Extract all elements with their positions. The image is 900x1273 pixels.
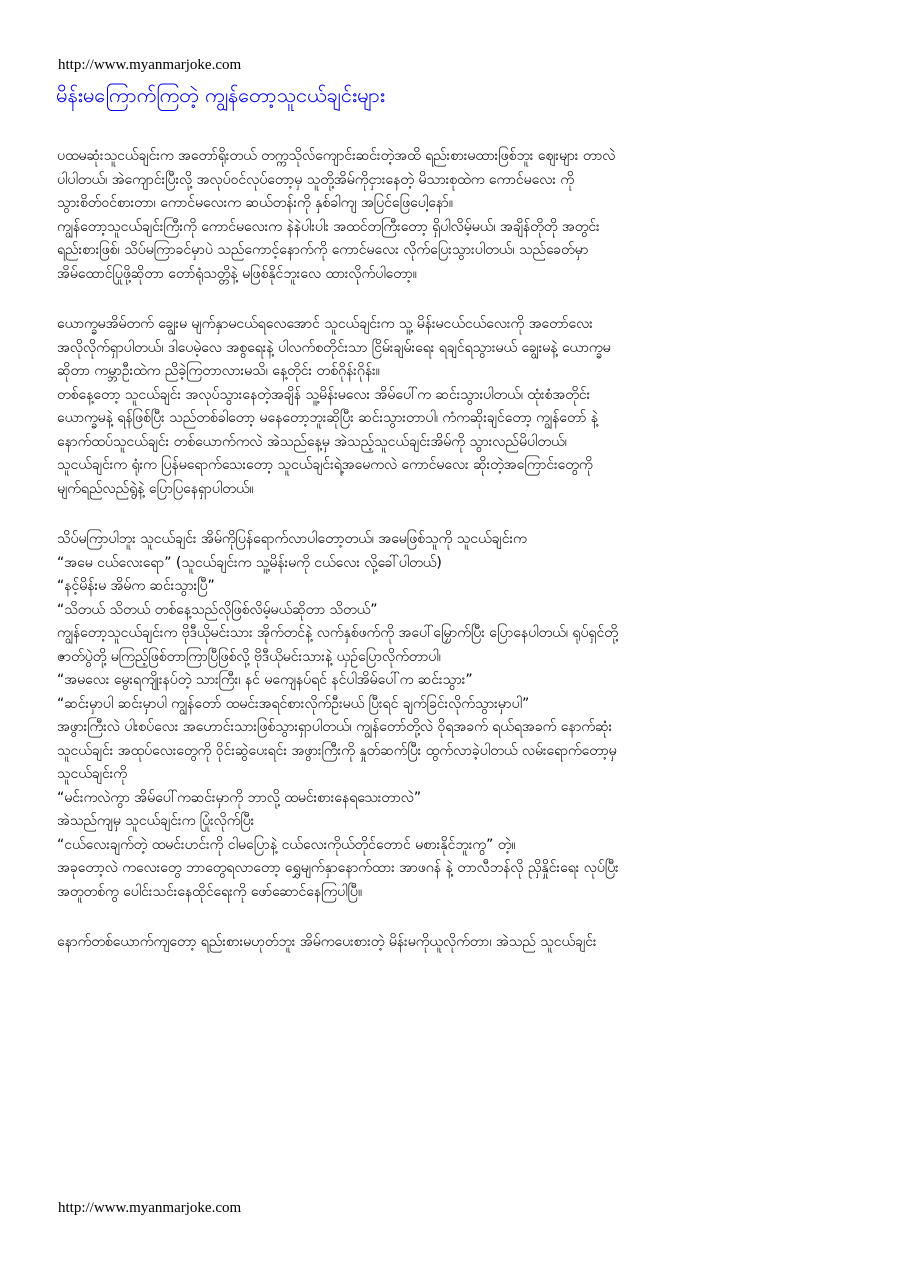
- text-line: “မင်းကလဲကွာ အိမ်ပေါ်ကဆင်းမှာကို ဘာလို့ ထမင်းစားနေရသေးတာလဲ”: [57, 789, 422, 806]
- page-title: မိန်းမကြောက်ကြတဲ့ ကျွန်တော့သူငယ်ချင်းများ: [56, 83, 385, 107]
- text-line: ယောက္ခမအိမ်တက် ချွေးမ မျက်နှာမငယ်ရလေအောင် သူငယ်ချင်းက သူ့ မိန်းမငယ်ငယ်လေးကို အတော်လေး: [57, 316, 593, 332]
- text-line: ယောက္ခမနဲ့ ရန်ဖြစ်ပြီး သည်တစ်ခါတော့ မနေတော့ဘူးဆိုပြီး ဆင်းသွားတာပါ၊ ကံကဆိုးချင်တော့ ကျွန်တော် နဲ့: [57, 410, 599, 426]
- paragraph: [57, 931, 857, 955]
- text-line: သူငယ်ချင်းက ရုံးက ပြန်မရောက်သေးတော့ သူငယ်ချင်းရဲ့အမေကလဲ ကောင်မလေး ဆိုးတဲ့အကြောင်းတွေကို: [57, 457, 593, 473]
- text-line: “ငယ်လေးချက်တဲ့ ထမင်းဟင်းကို ငါမပြောနဲ့ ငယ်လေးကိုယ်တိုင်တောင် မစားနိုင်ဘူးကွ” တဲ့။: [57, 836, 516, 853]
- text-line: အခုတော့လဲ ကလေးတွေ ဘာတွေရလာတော့ ရွှေမျက်နှာနောက်ထား အာဖဂန် နဲ့ တာလီဘန်လို ညှိနှိုင်းရေး လုပ်ပြီး: [57, 860, 619, 876]
- text-line: အိမ်ထောင်ပြုဖို့ဆိုတာ တော်ရုံသတ္တိနဲ့ မဖြစ်နိုင်ဘူးလေ ထားလိုက်ပါတော့။: [57, 265, 417, 282]
- text-line: သွားစိတ်ဝင်စားတာ၊ ကောင်မလေးက ဆယ်တန်းကို နှစ်ခါကျ အပြင်ဖြေပေါ့နော်။: [57, 195, 453, 211]
- text-line: “ဆင်းမှာပါ ဆင်းမှာပါ ကျွန်တော် ထမင်းအရင်စားလိုက်ဦးမယ် ပြီးရင် ချက်ခြင်းလိုက်သွားမှာပါ”: [57, 695, 530, 712]
- article-body: [57, 145, 857, 982]
- text-line: “အမေ ငယ်လေးရော” (သူငယ်ချင်းက သူ့မိန်းမကို ငယ်လေး လို့ခေါ်ပါတယ်): [57, 554, 442, 571]
- text-line: သူငယ်ချင်းကို: [57, 766, 127, 782]
- text-line: ကျွန်တော့သူငယ်ချင်းက ဗိုဒီယိုမင်းသား အိုက်တင်နဲ့ လက်နှစ်ဖက်ကို အပေါ်မြှောက်ပြီး ပြောနေပါတယ်၊ ရုပ်ရှင်တို့: [57, 625, 618, 641]
- text-line: ပထမဆုံးသူငယ်ချင်းက အတော်ရိုးတယ် တက္ကသိုလ်ကျောင်းဆင်းတဲ့အထိ ရည်းစားမထားဖြစ်ဘူး ဈေးများ တာလဲ: [57, 148, 616, 164]
- text-line: ဆိုတာ ကမ္ဘာဦးထဲက ညိခဲ့ကြတာလားမသိ၊ နေ့တိုင်း တစ်ဂိုန်းဂိုန်း။: [57, 363, 380, 379]
- text-line: အလိုလိုက်ရှာပါတယ်၊ ဒါပေမဲ့လေ အစွရေးနဲ့ ပါလက်စတိုင်းသာ ငြိမ်းချမ်းရေး ရချင်ရသွားမယ် ချွေးမနဲ့ ယောက္ခမ: [57, 339, 611, 356]
- text-line: သူငယ်ချင်း အထုပ်လေးတွေကို ဝိုင်းဆွဲပေးရင်း အဖွားကြီးကို နှုတ်ဆက်ပြီး ထွက်လာခဲ့ပါတယ် လမ်းရောက်တော့မှ: [57, 742, 617, 759]
- text-line: တစ်နေ့တော့ သူငယ်ချင်း အလုပ်သွားနေတဲ့အချိန် သူ့မိန်းမလေး အိမ်ပေါ်က ဆင်းသွားပါတယ်၊ ထုံးစံအတိုင်း: [57, 386, 591, 403]
- paragraph: [57, 313, 857, 501]
- text-line: နောက်တစ်ယောက်ကျတော့ ရည်းစားမဟုတ်ဘူး အိမ်ကပေးစားတဲ့ မိန်းမကိုယူလိုက်တာ၊ အဲသည် သူငယ်ချင်း: [57, 934, 597, 950]
- text-line: ဇာတ်ပွဲတို့ မကြည့်ဖြစ်တာကြာပြီဖြစ်လို့ ဗိုဒီယိုမင်းသားနဲ့ ယှဉ်ပြောလိုက်တာပါ၊: [57, 648, 441, 665]
- text-line: အတူတစ်ကွ ပေါင်းသင်းနေထိုင်ရေးကို ဖော်ဆောင်နေကြပါပြီ။: [57, 883, 363, 900]
- text-line: သိပ်မကြာပါဘူး သူငယ်ချင်း အိမ်ကိုပြန်ရောက်လာပါတော့တယ်၊ အမေဖြစ်သူကို သူငယ်ချင်းက: [57, 531, 527, 547]
- text-line: “အမလေး မွေးရကျိုးနပ်တဲ့ သားကြီး၊ နင် မကျေနပ်ရင် နင်ပါအိမ်ပေါ်က ဆင်းသွား”: [57, 672, 473, 688]
- text-line: ပါပါတယ်၊ အဲကျောင်းပြီးလို့ အလုပ်ဝင်လုပ်တော့မှ သူတို့အိမ်ကိုငှားနေတဲ့ မိသားစုထဲက ကောင်မလေး ကို: [57, 171, 575, 188]
- paragraph: [57, 145, 857, 286]
- paragraph: [57, 528, 857, 904]
- text-line: “သိတယ် သိတယ် တစ်နေ့သည်လိုဖြစ်လိမ့်မယ်ဆိုတာ သိတယ်”: [57, 601, 378, 618]
- text-line: အဲသည်ကျမှ သူငယ်ချင်းက ပြုံးလိုက်ပြီး: [57, 813, 255, 829]
- text-line: အဖွားကြီးလဲ ပါးစပ်လေး အဟောင်းသားဖြစ်သွားရှာပါတယ်၊ ကျွန်တော်တို့လဲ ဝိုရအခက် ရယ်ရအခက် နောက်ဆုံး: [57, 719, 613, 735]
- text-line: “နင့်မိန်းမ အိမ်က ဆင်းသွားပြီ”: [57, 578, 215, 594]
- footer-site-url: http://www.myanmarjoke.com: [58, 1200, 242, 1216]
- text-line: မျက်ရည်လည်ရွဲနဲ့ ပြောပြနေရှာပါတယ်။: [57, 480, 254, 497]
- text-line: ကျွန်တော့သူငယ်ချင်းကြီးကို ကောင်မလေးက နဲနဲပါးပါး အထင်တကြီးတော့ ရှိပါလိမ့်မယ်၊ အချိန်တိုတို အတွင်း: [57, 218, 600, 235]
- text-line: နောက်ထပ်သူငယ်ချင်း တစ်ယောက်ကလဲ အဲသည်နေ့မှ အဲသည့်သူငယ်ချင်းအိမ်ကို သွားလည်မိပါတယ်၊: [57, 433, 567, 450]
- header-site-url: http://www.myanmarjoke.com: [58, 57, 242, 73]
- text-line: ရည်းစားဖြစ်၊ သိပ်မကြာခင်မှာပဲ သည်ကောင့်နောက်ကို ကောင်မလေး လိုက်ပြေးသွားပါတယ်၊ သည်ခေတ်မှာ: [57, 242, 589, 258]
